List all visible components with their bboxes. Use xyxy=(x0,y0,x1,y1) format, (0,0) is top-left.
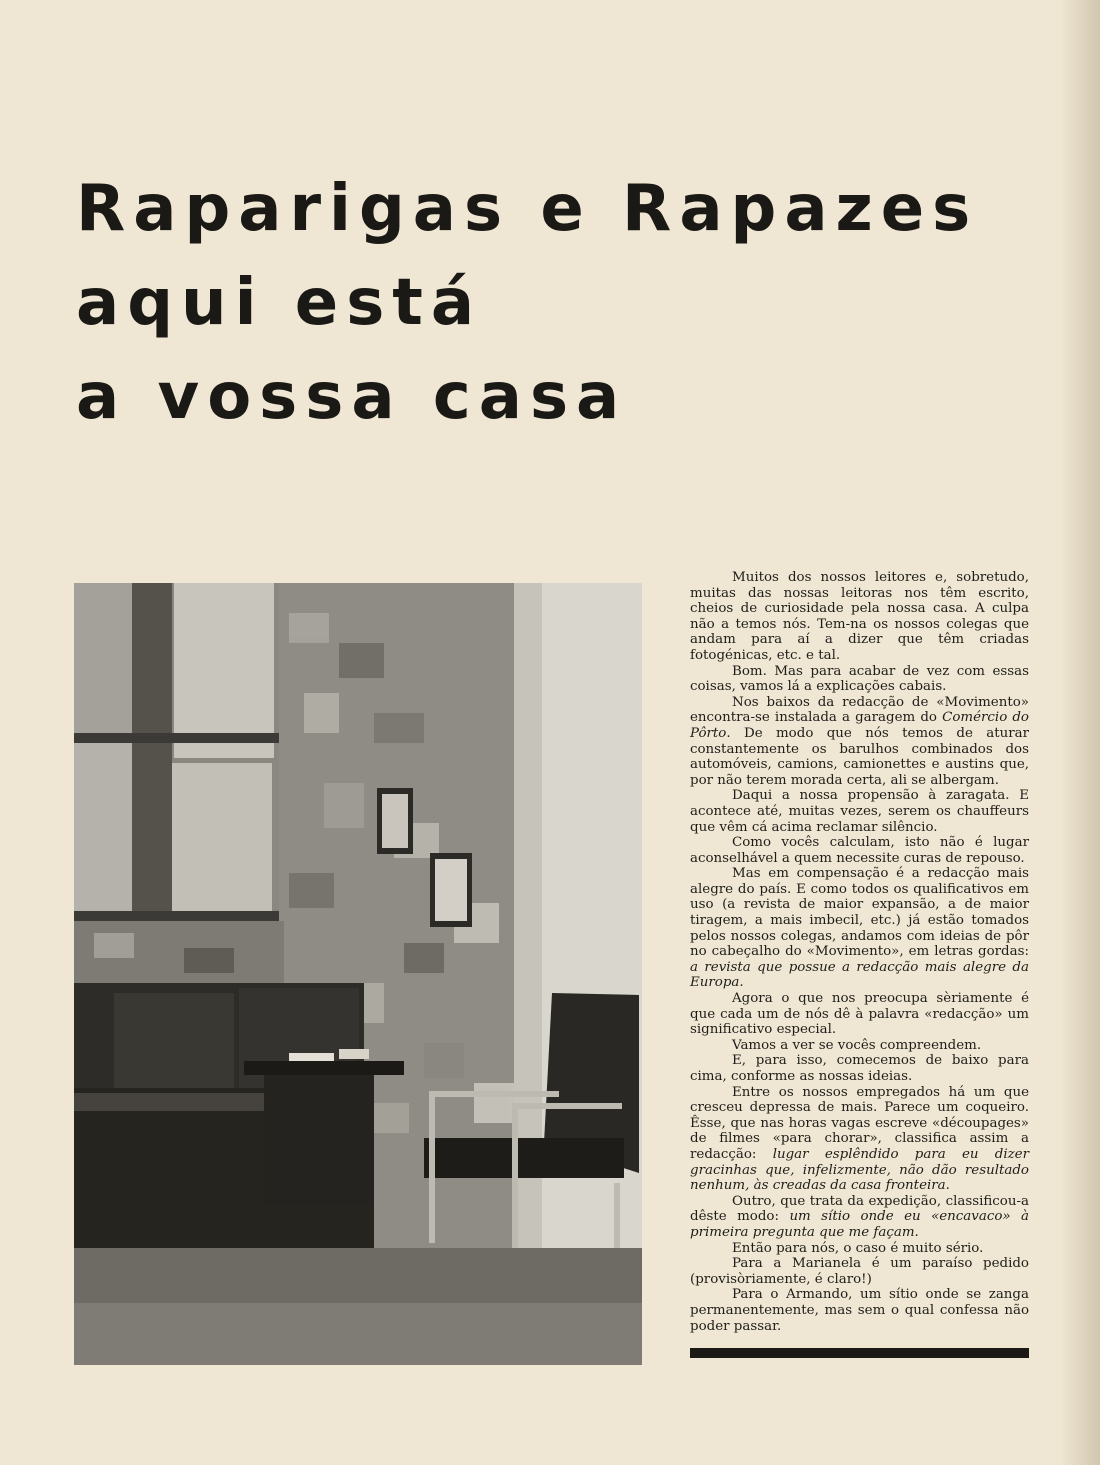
article-body xyxy=(690,570,1029,1334)
article-text: Então para nós, o caso é muito sério. xyxy=(732,1240,984,1256)
article-text: Mas em compensação é a redacção mais alegre do país. E como todos os qualificativos em uso (a revista de maior expansão, a de maior tiragem, a mais imbecil, etc.) já estão tomados pelos nossos colegas, andamos com ideias de pôr no cabeçalho do «Movimento», em letras gordas: xyxy=(690,866,1029,960)
article-text: Agora o que nos preocupa sèriamente é que cada um de nós dê à palavra «redacção» um significativo especial. xyxy=(690,991,1029,1038)
office-photo-illustration xyxy=(74,583,642,1365)
article-italic-text: um sítio onde eu «encavaco» à primeira pregunta que me façam. xyxy=(690,1209,1029,1240)
article-text: Entre os nossos empregados há um que cresceu depressa de mais. Parece um coqueiro. Êsse, que nas horas vagas escreve «découpages» de filmes «para chorar», classifica assim a redacção: xyxy=(690,1084,1029,1162)
article-paragraph xyxy=(690,788,1029,835)
article-text: Outro, que trata da expedição, classificou-a dêste modo: xyxy=(690,1193,1029,1225)
article-paragraph xyxy=(690,1038,1029,1054)
article-text: Bom. Mas para acabar de vez com essas coisas, vamos lá a explicações cabais. xyxy=(690,663,1029,695)
headline xyxy=(76,162,1036,444)
article-text: E, para isso, comecemos de baixo para cima, conforme as nossas ideias. xyxy=(690,1053,1029,1084)
article-paragraph xyxy=(690,664,1029,695)
headline-line-1: Raparigas e Rapazes xyxy=(76,172,979,246)
article-text: Como vocês calculam, isto não é lugar aconselhável a quem necessite curas de repouso. xyxy=(690,835,1029,866)
article-text: Daqui a nossa propensão à zaragata. E acontece até, muitas vezes, serem os chauffeurs que vêm cá acima reclamar silêncio. xyxy=(690,788,1029,835)
page-edge-shadow xyxy=(1060,0,1100,1465)
article-paragraph xyxy=(690,835,1029,866)
article-paragraph xyxy=(690,570,1029,664)
article-paragraph xyxy=(690,866,1029,991)
closing-rule xyxy=(690,1348,1029,1358)
article-text: . De modo que nós temos de aturar constantemente os barulhos combinados dos automóveis, camions, camionettes e austins que, por não terem morada certa, ali se albergam. xyxy=(690,725,1029,788)
article-text: Vamos a ver se vocês compreendem. xyxy=(732,1037,982,1053)
article-paragraph xyxy=(690,695,1029,789)
article-text: Para o Armando, um sítio onde se zanga permanentemente, mas sem o qual confessa não poder passar. xyxy=(690,1287,1029,1334)
article-text: Nos baixos da redacção de «Movimento» encontra-se instalada a garagem do xyxy=(690,694,1029,726)
article-italic-text: Comércio do Pôrto xyxy=(690,710,1029,741)
article-paragraph xyxy=(690,1256,1029,1287)
office-photo xyxy=(74,583,642,1365)
article-text: Muitos dos nossos leitores e, sobretudo, muitas das nossas leitoras nos têm escrito, cheios de curiosidade pela nossa casa. A culpa não a temos nós. Tem-na os nossos colegas que andam para aí a dizer que têm criadas fotogénicas, etc. e tal. xyxy=(690,570,1029,663)
article-paragraph xyxy=(690,991,1029,1038)
article-paragraph xyxy=(690,1085,1029,1194)
article-paragraph xyxy=(690,1241,1029,1257)
article-italic-text: a revista que possue a redacção mais alegre da Europa. xyxy=(690,959,1029,991)
headline-line-3: a vossa casa xyxy=(76,360,628,434)
article-paragraph xyxy=(690,1053,1029,1084)
article-italic-text: lugar esplêndido para eu dizer gracinhas que, infelizmente, não dão resultado nenhum, às creadas da casa fronteira. xyxy=(690,1146,1029,1194)
article-paragraph xyxy=(690,1287,1029,1334)
article-text: Para a Marianela é um paraíso pedido (provisòriamente, é claro!) xyxy=(690,1256,1029,1287)
article-paragraph xyxy=(690,1194,1029,1241)
headline-line-2: aqui está xyxy=(76,266,483,340)
